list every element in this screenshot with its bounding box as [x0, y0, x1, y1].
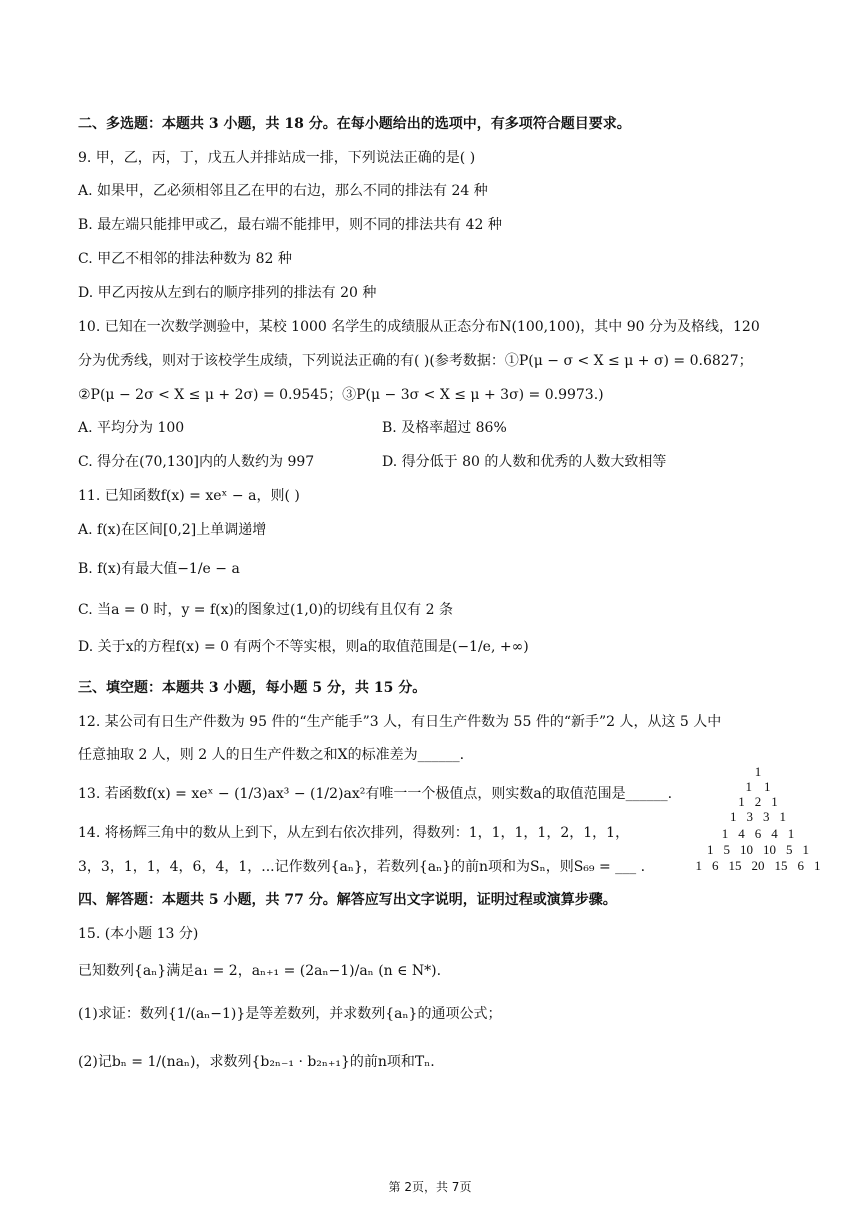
pascal-row	[668, 764, 848, 780]
q13-line1: 13. 若函数f(x) = xeˣ − (1/3)ax³ − (1/2)ax²有唯一一个极值点，则实数a的取值范围是______.	[78, 786, 673, 802]
q11-option-c: C. 当a = 0 时，y = f(x)的图象过(1,0)的切线有且仅有 2 条	[78, 602, 453, 618]
pascal-row	[668, 842, 848, 858]
pascal-number: 6	[712, 858, 719, 873]
q11-option-b: B. f(x)有最大值−1/e − a	[78, 561, 240, 577]
pascal-number: 1	[754, 764, 762, 779]
pascal-number: 4	[771, 826, 778, 841]
pascal-number: 6	[754, 826, 762, 841]
section-heading-multiple-choice: 二、多选题：本题共 3 小题，共 18 分。在每小题给出的选项中，有多项符合题目要求。	[78, 116, 631, 132]
section-heading-solutions: 四、解答题：本题共 5 小题，共 77 分。解答应写出文字说明，证明过程或演算步骤。	[78, 892, 617, 908]
pascal-number: 2	[754, 794, 762, 809]
q9-option-c: C. 甲乙不相邻的排法种数为 82 种	[78, 251, 292, 267]
q10-option-a: A. 平均分为 100	[78, 420, 185, 436]
q10-option-b: B. 及格率超过 86%	[382, 420, 507, 436]
q14-line2: 3，3，1，1，4，6，4，1，...记作数列{aₙ}，若数列{aₙ}的前n项和为Sₙ，则S₆₉ = ___ .	[78, 859, 646, 875]
pascal-number: 1	[730, 809, 737, 824]
pascal-row	[668, 858, 848, 874]
pascal-number: 1	[707, 842, 714, 857]
q9-option-b: B. 最左端只能排甲或乙，最右端不能排甲，则不同的排法共有 42 种	[78, 217, 502, 233]
pascal-number: 1	[802, 842, 809, 857]
q11-stem: 11. 已知函数f(x) = xeˣ − a，则( )	[78, 488, 300, 504]
q15-given: 已知数列{aₙ}满足a₁ = 2，aₙ₊₁ = (2aₙ−1)/aₙ (n ∈ N*).	[78, 963, 442, 979]
q15-part1: (1)求证：数列{1/(aₙ−1)}是等差数列，并求数列{aₙ}的通项公式；	[78, 1006, 502, 1022]
pascal-number: 10	[740, 842, 753, 857]
q11-option-a: A. f(x)在区间[0,2]上单调递增	[78, 522, 267, 538]
pascal-number: 1	[764, 779, 771, 794]
q14-line1: 14. 将杨辉三角中的数从上到下，从左到右依次排列，得数列：1，1，1，1，2，1，1，	[78, 825, 630, 841]
pascal-number: 1	[814, 858, 821, 873]
q9-option-a: A. 如果甲，乙必须相邻且乙在甲的右边，那么不同的排法有 24 种	[78, 183, 488, 199]
pascal-number: 1	[745, 779, 752, 794]
pascal-row	[668, 826, 848, 842]
pascal-number: 4	[738, 826, 745, 841]
pascal-number: 1	[721, 826, 729, 841]
pascal-number: 20	[751, 858, 765, 873]
pascal-number: 15	[728, 858, 742, 873]
pascal-number: 1	[695, 858, 702, 873]
section-heading-fill-in: 三、填空题：本题共 3 小题，每小题 5 分，共 15 分。	[78, 680, 427, 696]
pascal-number: 3	[763, 809, 770, 824]
pascal-row	[668, 809, 848, 825]
q9-stem: 9. 甲，乙，丙，丁，戊五人并排站成一排，下列说法正确的是( )	[78, 150, 476, 166]
q12-line2: 任意抽取 2 人，则 2 人的日生产件数之和X的标准差为______.	[78, 747, 465, 763]
q15-title: 15. (本小题 13 分)	[78, 926, 199, 942]
pascal-number: 15	[774, 858, 788, 873]
q11-option-d: D. 关于x的方程f(x) = 0 有两个不等实根，则a的取值范围是(−1/e, +∞)	[78, 639, 529, 655]
pascal-number: 1	[787, 826, 795, 841]
pascal-number: 10	[763, 842, 776, 857]
q10-option-d: D. 得分低于 80 的人数和优秀的人数大致相等	[382, 454, 667, 470]
pascal-number: 1	[771, 794, 778, 809]
page-footer: 第 2页，共 7页	[388, 1180, 472, 1194]
pascal-number: 3	[746, 809, 753, 824]
q10-stem-line3: ②P(μ − 2σ < X ≤ μ + 2σ) = 0.9545；③P(μ − 3σ < X ≤ μ + 3σ) = 0.9973.)	[78, 387, 604, 403]
pascal-row	[668, 794, 848, 810]
pascal-triangle-figure	[668, 764, 848, 876]
q9-option-d: D. 甲乙丙按从左到右的顺序排列的排法有 20 种	[78, 285, 377, 301]
q12-line1: 12. 某公司有日生产件数为 95 件的“生产能手”3 人，有日生产件数为 55 件的“新手”2 人，从这 5 人中	[78, 714, 722, 730]
q15-part2: (2)记bₙ = 1/(naₙ)，求数列{b₂ₙ₋₁ · b₂ₙ₊₁}的前n项和Tₙ.	[78, 1054, 435, 1070]
pascal-number: 1	[779, 809, 786, 824]
pascal-number: 1	[738, 794, 745, 809]
q10-stem-line2: 分为优秀线，则对于该校学生成绩，下列说法正确的有( )(参考数据：①P(μ − σ < X ≤ μ + σ) = 0.6827；	[78, 353, 753, 369]
pascal-number: 6	[797, 858, 804, 873]
q10-stem-line1: 10. 已知在一次数学测验中，某校 1000 名学生的成绩服从正态分布N(100,100)，其中 90 分为及格线，120	[78, 319, 760, 335]
pascal-row	[668, 779, 848, 795]
pascal-number: 5	[723, 842, 730, 857]
pascal-number: 5	[786, 842, 793, 857]
q10-option-c: C. 得分在(70,130]内的人数约为 997	[78, 454, 315, 470]
